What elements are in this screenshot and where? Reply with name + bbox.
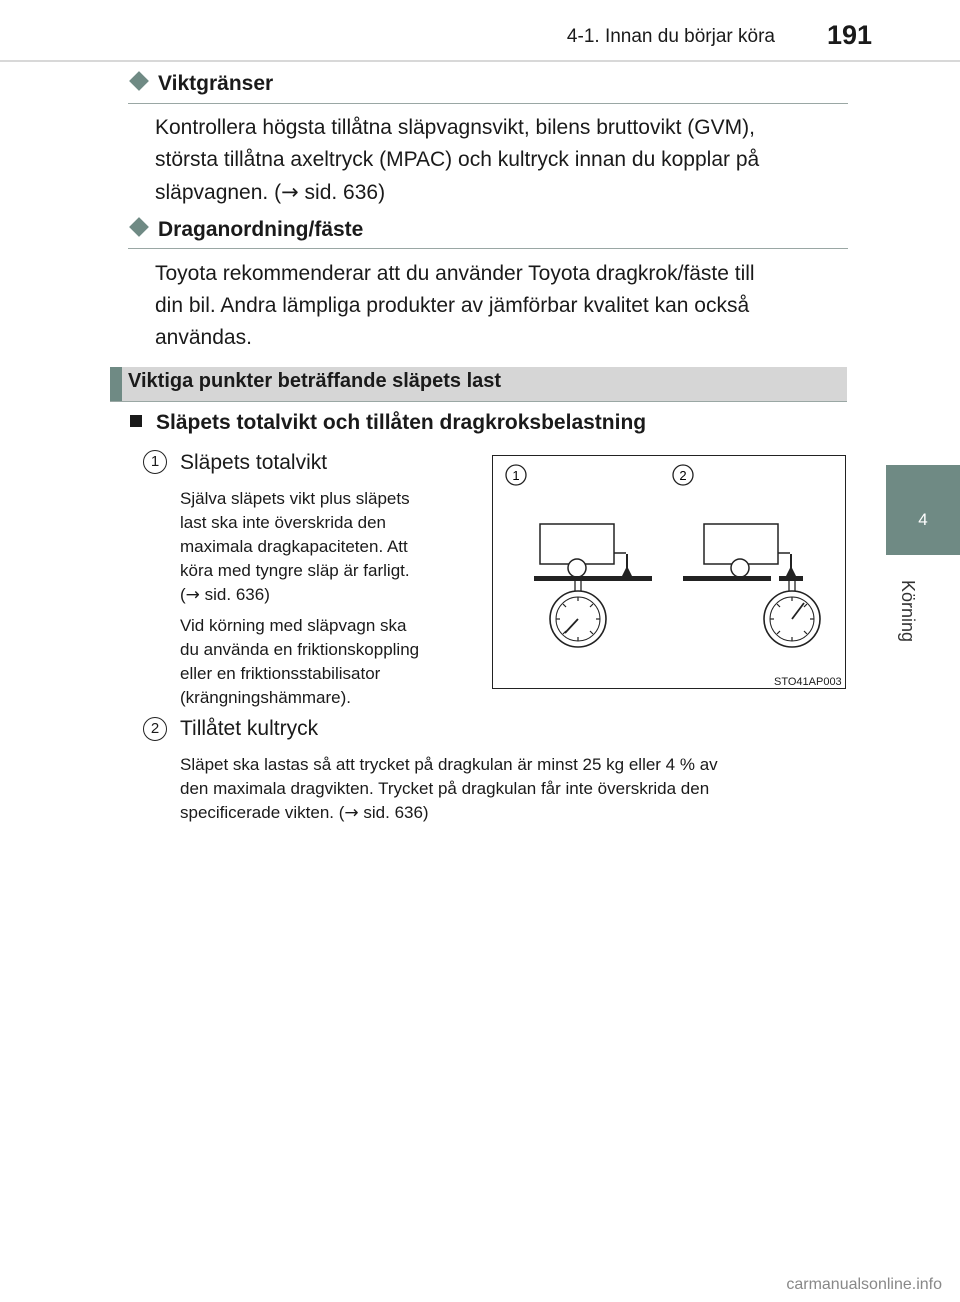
text-line: Vid körning med släpvagn ska [180,616,407,635]
section-divider [128,103,848,104]
topic-bar-divider [110,401,847,402]
figure-code: STO41AP003 [774,676,842,688]
text-line [155,176,840,209]
section-body-towing-hitch [155,258,840,354]
item-title-trailer-weight: Släpets totalvikt [180,451,328,474]
section-heading-weight-limits [128,72,848,96]
text-line: last ska inte överskrida den [180,513,386,532]
trailer-body-right [704,524,778,564]
text-line: köra med tyngre släp är farligt. [180,561,410,580]
subheading-text: Släpets totalvikt och tillåten dragkroksbelastning [156,411,647,434]
text-line: Toyota rekommenderar att du använder Toyota dragkrok/fäste till [155,262,755,285]
text-line: maximala dragkapaciteten. Att [180,537,408,556]
page-reference-link[interactable]: sid. 636) [304,181,386,204]
text-line: eller en friktionsstabilisator [180,664,381,683]
scale-platform-left [534,576,652,581]
text-line: du använda en friktionskoppling [180,640,420,659]
section-divider [128,248,848,249]
section-heading-text: Draganordning/fäste [158,218,364,241]
arrow-right-icon: → [281,180,299,204]
text-line: Kontrollera högsta tillåtna släpvagnsvikt, bilens bruttovikt (GVM), [155,116,755,139]
scale-platform-right-b [779,576,803,581]
arrow-right-icon: → [185,585,200,605]
diamond-bullet-icon [129,217,149,237]
trailer-scale-illustration [493,456,844,687]
text-line: största tillåtna axeltryck (MPAC) och kultryck innan du kopplar på [155,148,760,171]
page-reference-link[interactable]: sid. 636) [363,803,429,822]
item-title-tongue-weight: Tillåtet kultryck [180,717,319,740]
trailer-body-left [540,524,614,564]
page-reference-link[interactable]: sid. 636) [204,585,270,604]
text-line: Släpet ska lastas så att trycket på dragkulan är minst 25 kg eller 4 % av [180,755,718,774]
text-line: den maximala dragvikten. Trycket på dragkulan får inte överskrida den [180,779,710,798]
item-1-paragraph-1 [180,487,476,607]
trailer-load-figure [492,455,846,689]
arrow-right-icon: → [344,803,359,823]
trailer-wheel-left [568,559,586,577]
text-fragment: släpvagnen. ( [155,181,282,204]
section-heading-text: Viktgränser [158,72,274,95]
item-number-2: 2 [143,717,167,741]
text-line [180,801,840,825]
item-2-paragraph [180,753,840,825]
watermark: carmanualsonline.info [786,1276,942,1293]
chapter-title: 4-1. Innan du börjar köra [566,26,775,47]
section-heading-towing-hitch [128,218,848,242]
item-1-paragraph-2 [180,614,476,710]
figure-label-2: 2 [679,468,687,483]
item-number-1: 1 [143,450,167,474]
chapter-tab-number: 4 [918,510,928,529]
text-fragment: specificerade vikten. ( [180,803,345,822]
subheading [130,411,646,435]
page-number: 191 [826,20,872,50]
scale-platform-right-a [683,576,771,581]
header-divider [0,60,960,62]
trailer-wheel-right [731,559,749,577]
text-line: användas. [155,326,252,349]
text-line: Själva släpets vikt plus släpets [180,489,410,508]
square-bullet-icon [130,415,142,427]
diamond-bullet-icon [129,71,149,91]
chapter-tab-label: Körning [898,580,918,643]
text-line: (→ sid. 636) [180,585,270,605]
topic-bar-title: Viktiga punkter beträffande släpets last [128,370,502,392]
section-body-weight-limits [155,112,840,209]
text-line: (krängningshämmare). [180,688,352,707]
text-line: din bil. Andra lämpliga produkter av jämförbar kvalitet kan också [155,294,750,317]
figure-label-1: 1 [512,468,520,483]
